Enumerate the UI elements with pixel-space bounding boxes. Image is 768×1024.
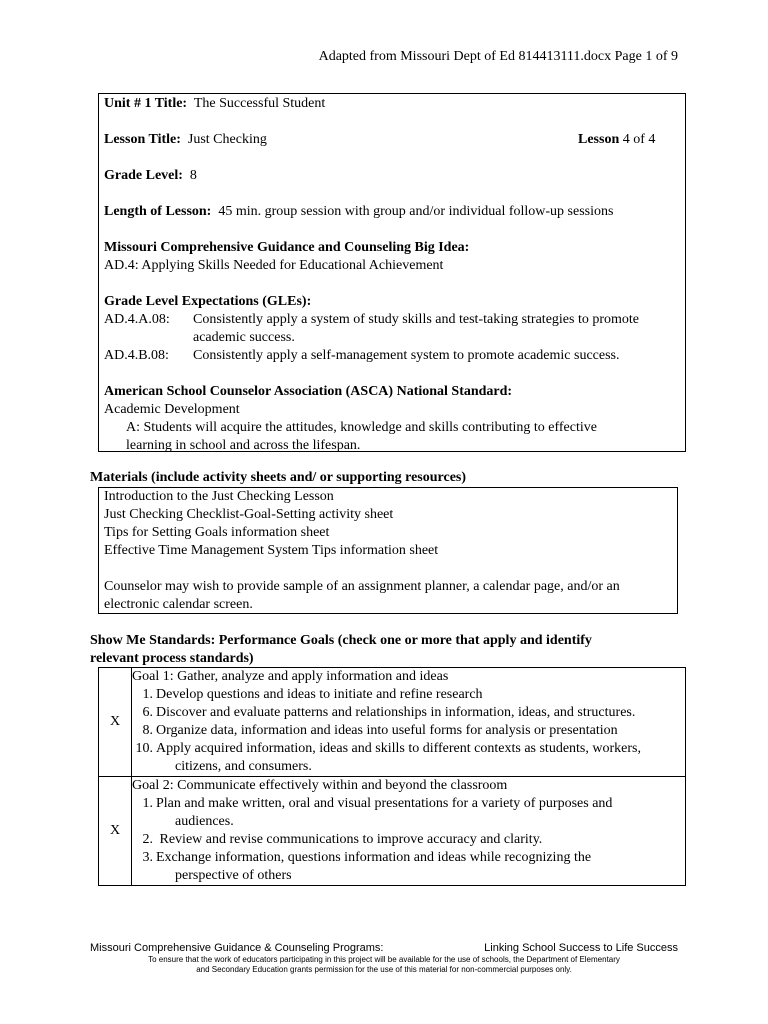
performance-goals-table — [98, 667, 686, 886]
goal-title: Goal 2: Communicate effectively within and beyond the classroom — [132, 778, 508, 793]
grade-level-value: 8 — [189, 168, 197, 183]
goal-item-line: citizens, and consumers. — [175, 759, 312, 774]
materials-item: Introduction to the Just Checking Lesson — [104, 489, 334, 504]
gle-heading-row — [104, 293, 680, 311]
standards-heading — [90, 632, 690, 668]
unit-title-row — [104, 95, 680, 113]
goal-item — [132, 740, 685, 776]
asca-heading: American School Counselor Association (ASCA) National Standard: — [104, 384, 513, 399]
goal-cell — [132, 668, 686, 777]
standards-heading-line: relevant process standards) — [90, 651, 254, 666]
gle-text-line: academic success. — [193, 330, 295, 345]
goal-item — [132, 704, 685, 722]
goal-item-number: 10. — [135, 741, 153, 756]
goal-item-line: Plan and make written, oral and visual presentations for a variety of purposes and — [156, 796, 613, 811]
goal-item-line: perspective of others — [175, 868, 292, 883]
goal-item-number: 2. — [142, 832, 153, 847]
footer-right: Linking School Success to Life Success — [484, 942, 678, 954]
footer-main — [90, 941, 678, 955]
unit-info-box — [98, 93, 686, 452]
asca-standard-line: learning in school and across the lifespan. — [126, 438, 361, 453]
gle-text — [193, 347, 680, 365]
goal-check-mark: X — [99, 777, 132, 886]
goal-item — [132, 722, 685, 740]
materials-item: Tips for Setting Goals information sheet — [104, 525, 330, 540]
goal-item-line: Exchange information, questions information and ideas while recognizing the — [156, 850, 592, 865]
lesson-number-label: Lesson — [578, 132, 620, 147]
goal-check-mark: X — [99, 668, 132, 777]
lesson-length-row — [104, 203, 680, 221]
goal-item-line: audiences. — [175, 814, 234, 829]
goal-item — [132, 849, 685, 885]
goal-item-number: 6. — [142, 705, 153, 720]
materials-heading: Materials (include activity sheets and/ or supporting resources) — [90, 470, 467, 485]
gle-code: AD.4.A.08: — [104, 312, 170, 327]
footer-left: Missouri Comprehensive Guidance & Counseling Programs: — [90, 942, 384, 954]
footer-disclaimer-line: To ensure that the work of educators participating in this project will be available for the use of schools, the Department of Elementary — [148, 955, 620, 964]
unit-title-value: The Successful Student — [193, 96, 326, 111]
lesson-length-value: 45 min. group session with group and/or individual follow-up sessions — [218, 204, 614, 219]
gle-item — [104, 311, 680, 347]
table-row — [99, 668, 686, 777]
goal-item-line: Apply acquired information, ideas and skills to different contexts as students, workers, — [156, 741, 641, 756]
goal-title: Goal 1: Gather, analyze and apply information and ideas — [132, 669, 449, 684]
goal-item-number: 1. — [142, 796, 153, 811]
footer-disclaimer-line: and Secondary Education grants permission for the use of this material for non-commercial purposes only. — [196, 965, 572, 974]
document-header: Adapted from Missouri Dept of Ed 814413111.docx Page 1 of 9 — [318, 49, 678, 64]
goal-item-text — [153, 849, 685, 885]
unit-title-label: Unit # 1 Title: — [104, 96, 188, 111]
lesson-number — [578, 131, 655, 149]
goal-item — [132, 795, 685, 831]
grade-level-row — [104, 167, 680, 185]
goal-cell — [132, 777, 686, 886]
big-idea-value: AD.4: Applying Skills Needed for Educational Achievement — [104, 258, 444, 273]
goal-item-text: Organize data, information and ideas into useful forms for analysis or presentation — [156, 723, 618, 738]
lesson-title-value: Just Checking — [187, 132, 267, 147]
goal-item — [132, 831, 685, 849]
gle-item — [104, 347, 680, 365]
goal-item-text: Review and revise communications to improve accuracy and clarity. — [156, 832, 543, 847]
gle-heading: Grade Level Expectations (GLEs): — [104, 294, 312, 309]
goal-item — [132, 686, 685, 704]
lesson-title-label: Lesson Title: — [104, 132, 181, 147]
materials-box — [98, 487, 678, 614]
goal-item-text — [153, 795, 685, 831]
materials-item: Just Checking Checklist-Goal-Setting activity sheet — [104, 507, 394, 522]
standards-heading-line: Show Me Standards: Performance Goals (check one or more that apply and identify — [90, 633, 592, 648]
asca-area: Academic Development — [104, 402, 240, 417]
goal-item-number: 1. — [142, 687, 153, 702]
gle-text — [193, 311, 680, 347]
gle-text-line: Consistently apply a self-management system to promote academic success. — [193, 348, 620, 363]
materials-note-line: electronic calendar screen. — [104, 597, 253, 612]
table-row — [99, 777, 686, 886]
materials-note-line: Counselor may wish to provide sample of an assignment planner, a calendar page, and/or an — [104, 579, 620, 594]
footer-disclaimer — [90, 955, 678, 975]
asca-heading-row — [104, 383, 680, 401]
big-idea-label — [104, 239, 680, 257]
materials-item: Effective Time Management System Tips information sheet — [104, 543, 439, 558]
goal-item-text: Develop questions and ideas to initiate and refine research — [156, 687, 483, 702]
goal-item-text: Discover and evaluate patterns and relationships in information, ideas, and structures. — [156, 705, 636, 720]
lesson-number-value: 4 of 4 — [622, 132, 656, 147]
asca-standard-line: A: Students will acquire the attitudes, knowledge and skills contributing to effective — [126, 420, 597, 435]
goal-item-number: 8. — [142, 723, 153, 738]
grade-level-label: Grade Level: — [104, 168, 183, 183]
big-idea-heading: Missouri Comprehensive Guidance and Counseling Big Idea: — [104, 240, 470, 255]
goal-item-text — [153, 740, 685, 776]
asca-standard — [104, 419, 680, 455]
gle-text-line: Consistently apply a system of study skills and test-taking strategies to promote — [193, 312, 640, 327]
lesson-title-row — [104, 131, 680, 149]
gle-code: AD.4.B.08: — [104, 348, 169, 363]
goal-item-number: 3. — [142, 850, 153, 865]
lesson-length-label: Length of Lesson: — [104, 204, 212, 219]
